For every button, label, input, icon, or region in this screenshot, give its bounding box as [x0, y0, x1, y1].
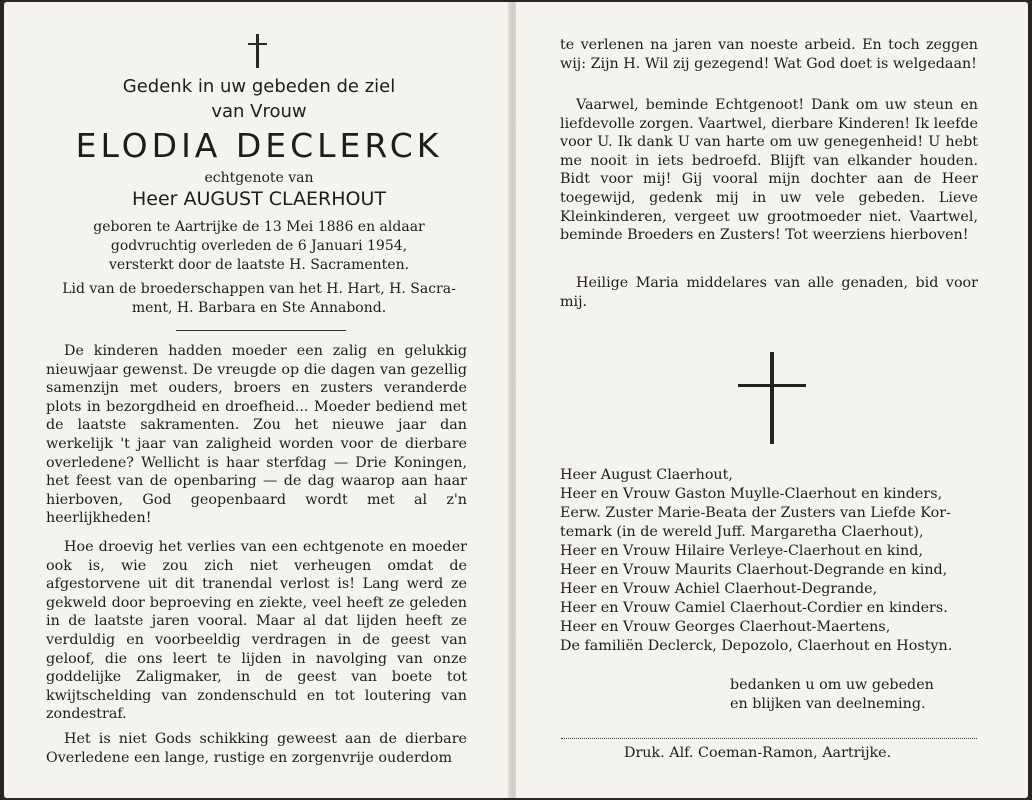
left-page [4, 2, 510, 798]
printer-credit: Druk. Alf. Coeman-Ramon, Aartrijke. [624, 745, 892, 761]
paragraph: Het is niet Gods schikking geweest aan de dierbare Overledene een lange, rustige en zorgenvrije ouderdom [46, 731, 467, 766]
brotherhood-info [34, 280, 484, 318]
mourner-line: Heer en Vrouw Maurits Claerhout-Degrande en kind, [560, 562, 948, 578]
birth-line: geboren te Aartrijke de 13 Mei 1886 en aldaar [93, 219, 425, 235]
thanks-text [730, 676, 934, 714]
prayer-paragraph: Heilige Maria middelares van alle genaden, bid voor mij. [560, 275, 978, 310]
farewell-paragraph: Vaarwel, beminde Echtgenoot! Dank om uw steun en liefdevolle zorgen. Vaartwel, dierbare Kinderen! Ik leefde voor U. Ik dank U van harte om uw genegenheid! U hebt me nooit in iets bedroefd. Blijft van elkander houden. Bidt voor mij! Gij vooral mijn dochter aan de Heer toegewijd, gedenk mij in uw vele gebeden. Lieve Kleinkinderen, vergeet uw grootmoeder niet. Vaartwel, beminde Broeders en Zusters! Tot weerziens hierboven! [560, 97, 978, 244]
deceased-name: ELODIA DECLERCK [75, 126, 443, 165]
large-cross-icon [738, 352, 806, 444]
mourner-line: Heer en Vrouw Camiel Claerhout-Cordier en kinders. [560, 600, 948, 616]
mourner-line: temark (in de wereld Juff. Margaretha Claerhout), [560, 524, 924, 540]
paragraph: Hoe droevig het verlies van een echtgenote en moeder ook is, wie zou zich niet verheugen omdat de afgestorvene uit dit tranendal verlost is! Lang werd ze gekweld door beproeving en ziekte, veel heeft ze geleden in de laatste jaren vooral. Maar al dat lijden heeft ze verduldig en voorbeeldig verdragen in de geest van geloof, die ons leert te lijden in navolging van onze goddelijke Zaligmaker, in de geest van boete tot kwijtschelding van zondenschuld en tot loutering van zondestraf. [46, 539, 467, 723]
mourners-list [560, 466, 980, 656]
memorial-card [4, 2, 1028, 798]
thanks-line: bedanken u om uw gebeden [730, 677, 934, 693]
dotted-divider [561, 738, 977, 739]
mourner-line: Heer en Vrouw Hilaire Verleye-Claerhout en kind, [560, 543, 923, 559]
cross-icon [246, 34, 270, 68]
sacrament-line: versterkt door de laatste H. Sacramenten. [108, 257, 410, 273]
mourner-line: Heer en Vrouw Gaston Muylle-Claerhout en kinders, [560, 486, 943, 502]
mourner-line: Heer August Claerhout, [560, 467, 733, 483]
prayer-line: Gedenk in uw gebeden de ziel [122, 76, 396, 97]
paragraph: te verlenen na jaren van noeste arbeid. En toch zeggen wij: Zijn H. Wil zij gezegend! Wat God doet is welgedaan! [560, 37, 978, 72]
mourner-line: Eerw. Zuster Marie-Beata der Zusters van Liefde Kor- [560, 505, 951, 521]
thanks-line-2: en blijken van deelneming. [730, 696, 926, 712]
husband-name: Heer AUGUST CLAERHOUT [131, 188, 386, 210]
brotherhood-line-2: ment, H. Barbara en Ste Annabond. [131, 300, 387, 316]
mourner-line: De familiën Declerck, Depozolo, Claerhout en Hostyn. [560, 638, 953, 654]
birth-death-info [34, 218, 484, 275]
mourner-line: Heer en Vrouw Georges Claerhout-Maertens, [560, 619, 891, 635]
death-line: godvruchtig overleden de 6 Januari 1954, [110, 238, 408, 254]
mourner-line: Heer en Vrouw Achiel Claerhout-Degrande, [560, 581, 878, 597]
brotherhood-line: Lid van de broederschappen van het H. Hart, H. Sacra- [62, 281, 456, 297]
spouse-intro: echtgenote van [204, 170, 314, 186]
prayer-line-2: van Vrouw [211, 101, 307, 122]
divider [176, 330, 346, 331]
paragraph: De kinderen hadden moeder een zalig en gelukkig nieuwjaar gewenst. De vreugde op die dagen van gezellig samenzijn met ouders, broers en zusters veranderde plots in bezorgdheid en droefheid... Moeder bediend met de laatste sakramenten. Zou het nieuwe jaar dan werkelijk 't jaar van zaligheid worden voor de dierbare overledene? Wellicht is haar sterfdag — Drie Koningen, het feest van de openbaring — de dag waarop aan haar hierboven, God geopenbaard wordt met al z'n heerlijkheden! [46, 343, 467, 527]
